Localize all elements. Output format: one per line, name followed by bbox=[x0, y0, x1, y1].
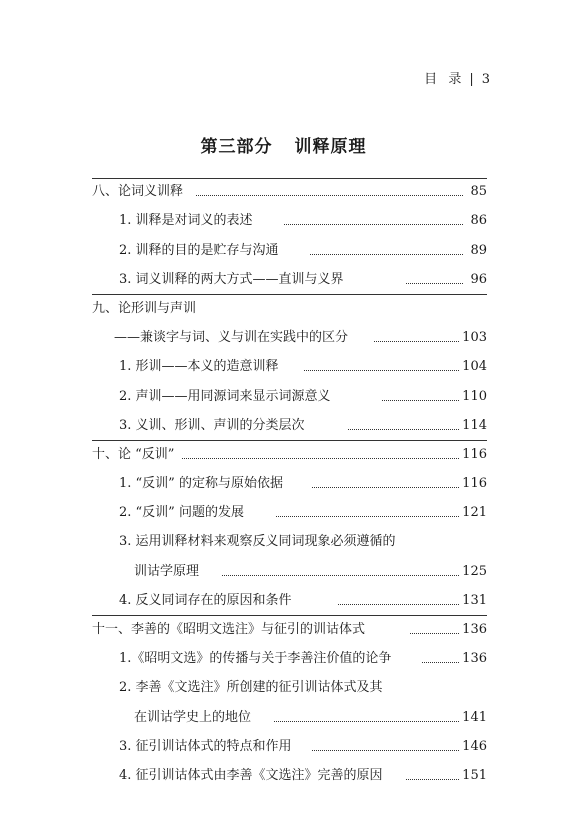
dot-leader bbox=[312, 487, 459, 488]
toc-entry-10-1[interactable] bbox=[92, 470, 487, 499]
dot-leader bbox=[410, 633, 459, 634]
part-title-name: 训释原理 bbox=[294, 137, 367, 157]
dot-leader bbox=[422, 662, 459, 663]
part-title-part: 第三部分 bbox=[200, 137, 273, 157]
toc-entry-chapter-8[interactable] bbox=[92, 178, 487, 207]
toc-entry-page: 136 bbox=[462, 622, 487, 637]
toc-entry-11-1[interactable] bbox=[92, 645, 487, 674]
toc-entry-title: 九、论形训与声训 bbox=[92, 300, 197, 316]
running-head-label: 目 录 bbox=[424, 72, 463, 87]
toc-entry-title: 3. 词义训释的两大方式——直训与义界 bbox=[119, 271, 344, 287]
toc-entry-8-2[interactable] bbox=[92, 236, 487, 265]
toc-entry-9-3[interactable] bbox=[92, 412, 487, 441]
toc-entry-title: 4. 反义同词存在的原因和条件 bbox=[119, 592, 292, 608]
toc-entry-title: 1.《昭明文选》的传播与关于李善注价值的论争 bbox=[119, 651, 392, 667]
dot-leader bbox=[222, 575, 459, 576]
dot-leader bbox=[276, 516, 459, 517]
toc-entry-page: 103 bbox=[462, 330, 487, 346]
running-head bbox=[424, 68, 491, 87]
dot-leader bbox=[406, 779, 459, 780]
toc-entry-title: 训诂学原理 bbox=[134, 563, 200, 579]
toc-entry-title: 4. 征引训诂体式由李善《文选注》完善的原因 bbox=[119, 767, 383, 783]
toc-entry-title: 3. 义训、形训、声训的分类层次 bbox=[119, 417, 305, 433]
toc-entry-page: 110 bbox=[462, 388, 487, 404]
toc-entry-title: 3. 运用训释材料来观察反义同词现象必须遵循的 bbox=[119, 534, 396, 550]
toc-entry-title: 八、论词义训释 bbox=[92, 184, 184, 200]
toc-entry-title: 在训诂学史上的地位 bbox=[134, 709, 252, 725]
toc-entry-8-3[interactable] bbox=[92, 266, 487, 295]
table-of-contents bbox=[92, 178, 487, 791]
toc-entry-11-3[interactable] bbox=[92, 733, 487, 762]
toc-entry-page: 104 bbox=[462, 359, 487, 375]
toc-entry-title: 2. 训释的目的是贮存与沟通 bbox=[119, 242, 279, 258]
dot-leader bbox=[182, 458, 459, 459]
toc-entry-page: 85 bbox=[470, 184, 487, 200]
toc-entry-11-4[interactable] bbox=[92, 762, 487, 791]
dot-leader bbox=[338, 604, 459, 605]
toc-entry-title: 2. 声训——用同源词来显示词源意义 bbox=[119, 388, 331, 404]
toc-entry-title: 1. 形训——本义的造意训释 bbox=[119, 359, 279, 375]
dot-leader bbox=[348, 429, 459, 430]
toc-entry-page: 151 bbox=[462, 767, 487, 783]
dot-leader bbox=[382, 400, 459, 401]
toc-entry-page: 114 bbox=[462, 417, 487, 433]
running-head-separator: | bbox=[469, 72, 475, 87]
toc-entry-page: 121 bbox=[462, 505, 487, 521]
toc-entry-title: 2. “反训” 问题的发展 bbox=[119, 505, 244, 521]
toc-entry-title: ——兼谈字与词、义与训在实践中的区分 bbox=[114, 330, 349, 346]
toc-entry-chapter-11[interactable] bbox=[92, 616, 487, 645]
toc-entry-8-1[interactable] bbox=[92, 207, 487, 236]
toc-entry-page: 116 bbox=[462, 476, 487, 492]
toc-entry-10-3-line2[interactable] bbox=[92, 557, 487, 586]
toc-entry-page: 86 bbox=[470, 213, 487, 229]
dot-leader bbox=[406, 283, 463, 284]
dot-leader bbox=[284, 224, 463, 225]
dot-leader bbox=[274, 721, 459, 722]
toc-entry-chapter-10[interactable] bbox=[92, 441, 487, 470]
dot-leader bbox=[310, 254, 463, 255]
dot-leader bbox=[312, 750, 459, 751]
toc-entry-page: 141 bbox=[462, 709, 487, 725]
toc-entry-9-1[interactable] bbox=[92, 353, 487, 382]
dot-leader bbox=[374, 341, 459, 342]
toc-entry-page: 116 bbox=[462, 446, 487, 462]
toc-entry-title: 十、论 “反训” bbox=[92, 446, 175, 462]
toc-entry-page: 89 bbox=[470, 242, 487, 258]
toc-entry-page: 146 bbox=[462, 738, 487, 754]
toc-entry-page: 125 bbox=[462, 563, 487, 579]
dot-leader bbox=[304, 370, 459, 371]
toc-entry-title: 3. 征引训诂体式的特点和作用 bbox=[119, 738, 292, 754]
running-head-page-number: 3 bbox=[481, 72, 491, 87]
toc-entry-title: 1. 训释是对词义的表述 bbox=[119, 213, 253, 229]
toc-entry-11-2-line2[interactable] bbox=[92, 703, 487, 732]
toc-entry-title: 1. “反训” 的定称与原始依据 bbox=[119, 476, 283, 492]
toc-entry-10-4[interactable] bbox=[92, 587, 487, 616]
toc-entry-11-2-line1[interactable] bbox=[92, 674, 487, 703]
toc-entry-page: 131 bbox=[462, 592, 487, 608]
toc-entry-chapter-9[interactable] bbox=[92, 295, 487, 324]
part-title bbox=[0, 132, 567, 157]
toc-entry-title: 十一、李善的《昭明文选注》与征引的训诂体式 bbox=[92, 622, 366, 637]
dot-leader bbox=[196, 195, 463, 196]
toc-entry-title: 2. 李善《文选注》所创建的征引训诂体式及其 bbox=[119, 680, 383, 696]
toc-entry-10-2[interactable] bbox=[92, 499, 487, 528]
toc-entry-10-3-line1[interactable] bbox=[92, 528, 487, 557]
toc-entry-page: 136 bbox=[462, 651, 487, 667]
toc-entry-9-2[interactable] bbox=[92, 382, 487, 411]
toc-entry-chapter-9-subtitle[interactable] bbox=[92, 324, 487, 353]
toc-entry-page: 96 bbox=[470, 271, 487, 287]
